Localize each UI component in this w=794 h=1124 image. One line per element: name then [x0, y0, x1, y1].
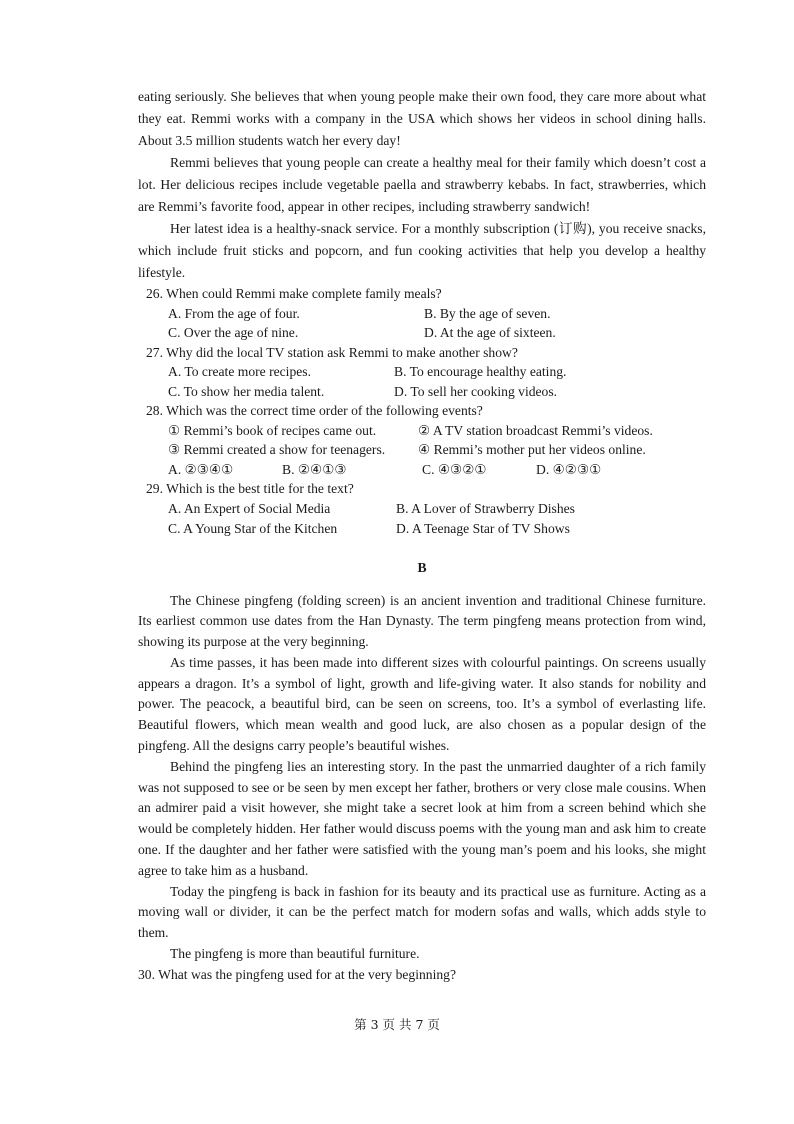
- question-28: [138, 401, 706, 479]
- option-d: D. ④②③①: [536, 461, 602, 477]
- event-2: ② A TV station broadcast Remmi’s videos.: [418, 422, 653, 438]
- answer-options: [138, 499, 706, 539]
- question-30-stem: 30. What was the pingfeng used for at the very beginning?: [138, 966, 456, 982]
- option-a: A. To create more recipes.: [168, 364, 311, 379]
- passage-a-paragraph-1: eating seriously. She believes that when young people make their own food, they care more about what they eat. Remmi works with a company in the USA which shows her videos in school dining halls. About 3.5 million students watch her every day!: [138, 89, 706, 148]
- page-footer: 第 3 页 共 7 页: [354, 1017, 440, 1032]
- passage-b-paragraph-3: Behind the pingfeng lies an interesting story. In the past the unmarried daughter of a rich family was not supposed to see or be seen by men except her father, brothers or very close male cousins. When an admirer paid a visit however, she might take a secret look at him from a screen behind which she would be completely hidden. Her father would discuss poems with the young man and ask him to create one. If the daughter and her father were satisfied with the young man’s poem and his looks, she might agree to take him as a husband.: [138, 758, 706, 878]
- option-b: B. ②④①③: [282, 461, 347, 477]
- event-1: ① Remmi’s book of recipes came out.: [168, 422, 377, 438]
- event-3: ③ Remmi created a show for teenagers.: [168, 442, 386, 457]
- event-list: [138, 421, 706, 460]
- option-d: D. A Teenage Star of TV Shows: [396, 520, 570, 536]
- passage-b-paragraph-4: Today the pingfeng is back in fashion for its beauty and its practical use as furniture. Acting as a moving wall or divider, it can be the perfect match for modern sofas and walls, which adds style to them.: [138, 883, 706, 941]
- question-29: [138, 479, 706, 539]
- option-c: C. A Young Star of the Kitchen: [168, 520, 338, 536]
- passage-a-paragraph-3: Her latest idea is a healthy-snack service. For a monthly subscription (订购), you receive snacks, which include fruit sticks and popcorn, and fun cooking activities that help you develop a healthy lifestyle.: [138, 221, 706, 280]
- question-26: [138, 284, 706, 343]
- option-b: B. By the age of seven.: [424, 305, 551, 321]
- option-a: A. ②③④①: [168, 461, 234, 477]
- question-stem: 29. Which is the best title for the text?: [146, 481, 354, 496]
- passage-b-paragraph-1: The Chinese pingfeng (folding screen) is an ancient invention and traditional Chinese furniture. Its earliest common use dates from the Han Dynasty. The term pingfeng means protection from wind, showing its purpose at the very beginning.: [138, 592, 706, 650]
- event-4: ④ Remmi’s mother put her videos online.: [418, 442, 646, 457]
- answer-options: [138, 304, 706, 343]
- option-a: A. An Expert of Social Media: [168, 500, 331, 516]
- option-d: D. At the age of sixteen.: [424, 325, 556, 340]
- answer-options: [138, 460, 706, 480]
- option-b: B. To encourage healthy eating.: [394, 364, 567, 379]
- option-c: C. ④③②①: [422, 461, 487, 477]
- option-c: C. Over the age of nine.: [168, 325, 299, 340]
- question-stem: 26. When could Remmi make complete family meals?: [146, 286, 442, 301]
- answer-options: [138, 362, 706, 401]
- passage-b-paragraph-2: As time passes, it has been made into different sizes with colourful paintings. On screens usually appears a dragon. It’s a symbol of light, growth and life-giving water. It also stands for nobility and power. The peacock, a beautiful bird, can be seen on screens, too. It’s a symbol of everlasting life. Beautiful flowers, which mean wealth and good luck, are also chosen as a popular design of the pingfeng. All the designs carry people’s beautiful wishes.: [138, 654, 706, 754]
- passage-b-paragraph-5: The pingfeng is more than beautiful furniture.: [170, 946, 420, 962]
- option-c: C. To show her media talent.: [168, 383, 325, 399]
- option-d: D. To sell her cooking videos.: [394, 383, 558, 399]
- question-stem: 28. Which was the correct time order of the following events?: [146, 403, 483, 418]
- page-content: [138, 86, 706, 984]
- option-a: A. From the age of four.: [168, 305, 300, 321]
- question-stem: 27. Why did the local TV station ask Remmi to make another show?: [146, 344, 518, 360]
- section-b-title: B: [417, 559, 427, 575]
- passage-b: [138, 591, 706, 965]
- question-27: [138, 343, 706, 402]
- passage-a-paragraph-2: Remmi believes that young people can create a healthy meal for their family which doesn’t cost a lot. Her delicious recipes include vegetable paella and strawberry kebabs. In fact, strawberries, which are Remmi’s favorite food, appear in other recipes, including strawberry sandwich!: [138, 155, 706, 214]
- option-b: B. A Lover of Strawberry Dishes: [396, 500, 575, 516]
